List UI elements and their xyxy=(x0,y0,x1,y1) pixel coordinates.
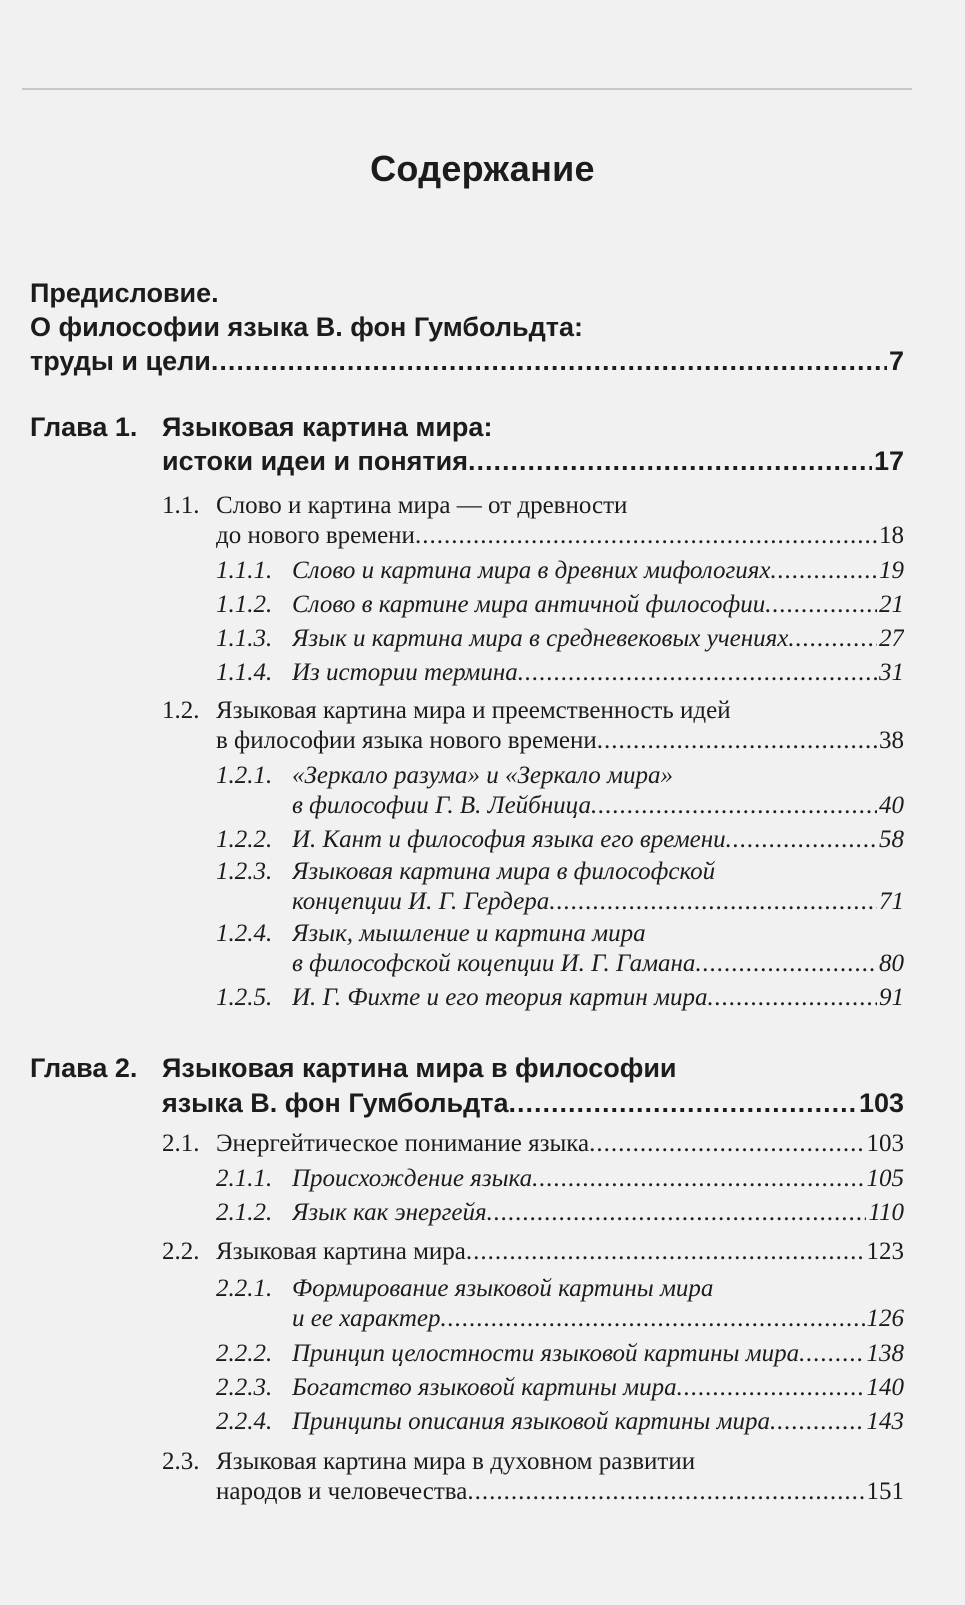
section-2-2: Языковая картина мира ..... 123 xyxy=(216,1238,904,1266)
section-number: 1.2. xyxy=(162,697,200,724)
chapter1-line1: Языковая картина мира: xyxy=(162,412,493,442)
section-1-2-line1: Языковая картина мира и преемственность идей xyxy=(216,697,731,724)
section-1-1-line2: до нового времени ..... 18 xyxy=(216,522,904,550)
subsection-1-2-3-line2: концепции И. Г. Гердера ..... 71 xyxy=(292,888,904,916)
subsection-number: 1.1.1. xyxy=(216,557,273,584)
subsection-1-2-2: И. Кант и философия языка его времени ..... 58 xyxy=(292,826,904,854)
section-number: 1.1. xyxy=(162,492,200,519)
chapter2-line2: языка В. фон Гумбольдта ..... 103 xyxy=(162,1088,904,1119)
section-2-3-line1: Языковая картина мира в духовном развитии xyxy=(216,1448,696,1475)
subsection-2-2-4: Принципы описания языковой картины мира ..... 143 xyxy=(292,1408,904,1436)
subsection-number: 1.1.2. xyxy=(216,591,273,618)
preface-line3: труды и цели ..... 7 xyxy=(30,346,904,377)
subsection-number: 2.2.2. xyxy=(216,1340,273,1367)
subsection-number: 1.2.2. xyxy=(216,826,273,853)
page-title: Содержание xyxy=(370,148,595,189)
subsection-1-2-1-line2: в философии Г. В. Лейбница ..... 40 xyxy=(292,792,904,820)
subsection-1-2-4-line2: в философской коцепции И. Г. Гамана ..... 80 xyxy=(292,950,904,978)
chapter-label: Глава 2. xyxy=(30,1053,138,1083)
header-rule xyxy=(22,88,912,90)
subsection-number: 1.2.1. xyxy=(216,762,273,789)
subsection-number: 2.2.1. xyxy=(216,1275,273,1302)
chapter1-line2: истоки идеи и понятия ..... 17 xyxy=(162,446,904,477)
subsection-1-1-1: Слово и картина мира в древних мифологиях ..... 19 xyxy=(292,557,904,585)
page-number: 7 xyxy=(888,346,904,376)
subsection-number: 1.2.3. xyxy=(216,858,273,885)
leader-dots xyxy=(211,346,887,377)
subsection-2-1-2: Язык как энергейя ..... 110 xyxy=(292,1199,904,1227)
subsection-1-1-2: Слово в картине мира античной философии ..... 21 xyxy=(292,591,904,619)
subsection-2-2-3: Богатство языковой картины мира ..... 140 xyxy=(292,1374,904,1402)
section-2-3-line2: народов и человечества ..... 151 xyxy=(216,1478,904,1506)
subsection-2-2-2: Принцип целостности языковой картины мира ..... 138 xyxy=(292,1340,904,1368)
subsection-1-2-4-line1: Язык, мышление и картина мира xyxy=(292,920,646,947)
subsection-2-2-1-line1: Формирование языковой картины мира xyxy=(292,1275,714,1302)
section-2-1: Энергейтическое понимание языка ..... 103 xyxy=(216,1130,904,1158)
subsection-2-1-1: Происхождение языка ..... 105 xyxy=(292,1165,904,1193)
section-1-1-line1: Слово и картина мира — от древности xyxy=(216,492,628,519)
subsection-number: 2.1.2. xyxy=(216,1199,273,1226)
subsection-number: 2.2.4. xyxy=(216,1408,273,1435)
section-1-2-line2: в философии языка нового времени ..... 38 xyxy=(216,727,904,755)
subsection-number: 2.1.1. xyxy=(216,1165,273,1192)
subsection-1-2-1-line1: «Зеркало разума» и «Зеркало мира» xyxy=(292,762,673,789)
preface-line1: Предисловие. xyxy=(30,278,219,308)
subsection-number: 1.2.5. xyxy=(216,984,273,1011)
subsection-number: 1.2.4. xyxy=(216,920,273,947)
subsection-1-1-4: Из истории термина ..... 31 xyxy=(292,659,904,687)
section-number: 2.2. xyxy=(162,1238,200,1265)
subsection-1-2-3-line1: Языковая картина мира в философской xyxy=(292,858,716,885)
preface-line2: О философии языка В. фон Гумбольдта: xyxy=(30,312,583,342)
page-number: 17 xyxy=(873,446,904,476)
subsection-number: 2.2.3. xyxy=(216,1374,273,1401)
chapter2-line1: Языковая картина мира в философии xyxy=(162,1053,677,1083)
subsection-2-2-1-line2: и ее характер ..... 126 xyxy=(292,1305,904,1333)
subsection-1-1-3: Язык и картина мира в средневековых учениях ..... 27 xyxy=(292,625,904,653)
subsection-number: 1.1.4. xyxy=(216,659,273,686)
chapter-label: Глава 1. xyxy=(30,412,138,442)
page-number: 103 xyxy=(858,1088,904,1118)
section-number: 2.3. xyxy=(162,1448,200,1475)
section-number: 2.1. xyxy=(162,1130,200,1157)
subsection-number: 1.1.3. xyxy=(216,625,273,652)
subsection-1-2-5: И. Г. Фихте и его теория картин мира ..... 91 xyxy=(292,984,904,1012)
